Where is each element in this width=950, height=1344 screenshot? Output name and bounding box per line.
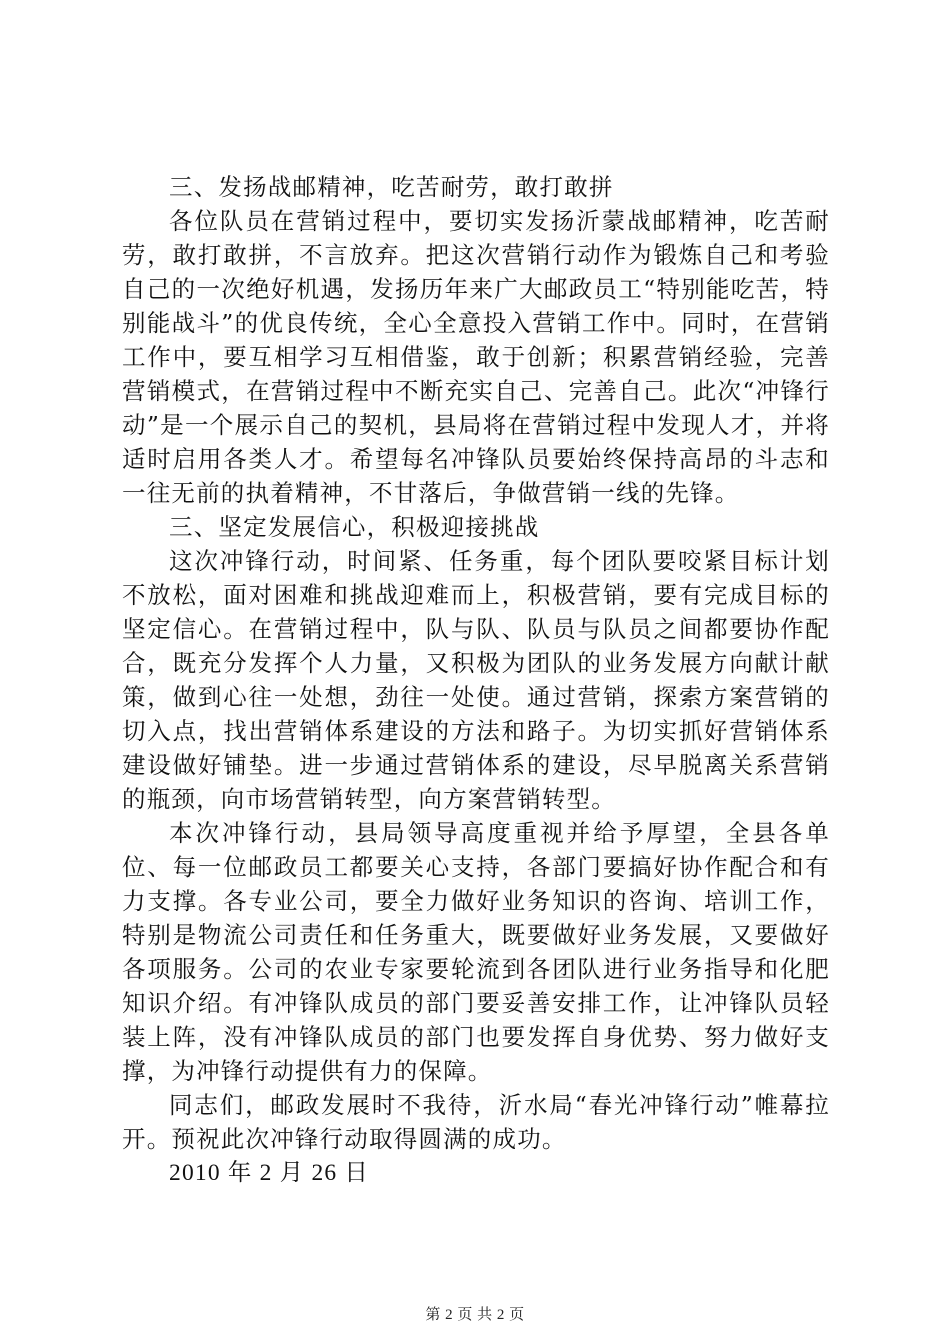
page-number-footer: 第 2 页 共 2 页	[425, 1307, 525, 1323]
paragraph-4: 同志们，邮政发展时不我待，沂水局“春光冲锋行动”帷幕拉开。预祝此次冲锋行动取得圆满的成功。	[122, 1091, 830, 1153]
paragraph-1: 各位队员在营销过程中，要切实发扬沂蒙战邮精神，吃苦耐劳，敢打敢拼，不言放弃。把这次营销行动作为锻炼自己和考验自己的一次绝好机遇，发扬历年来广大邮政员工“特别能吃苦，特别能战斗”的优良传统，全心全意投入营销工作中。同时，在营销工作中，要互相学习互相借鉴，敢于创新；积累营销经验，完善营销模式，在营销过程中不断充实自己、完善自己。此次“冲锋行动”是一个展示自己的契机，县局将在营销过程中发现人才，并将适时启用各类人才。希望每名冲锋队员要始终保持高昂的斗志和一往无前的执着精神，不甘落后，争做营销一线的先锋。	[122, 207, 830, 507]
paragraph-3: 本次冲锋行动，县局领导高度重视并给予厚望，全县各单位、每一位邮政员工都要关心支持，各部门要搞好协作配合和有力支撑。各专业公司，要全力做好业务知识的咨询、培训工作，特别是物流公司责任和任务重大，既要做好业务发展，又要做好各项服务。公司的农业专家要轮流到各团队进行业务指导和化肥知识介绍。有冲锋队成员的部门要妥善安排工作，让冲锋队员轻装上阵，没有冲锋队成员的部门也要发挥自身优势、努力做好支撑，为冲锋行动提供有力的保障。	[122, 819, 830, 1085]
paragraph-2: 这次冲锋行动，时间紧、任务重，每个团队要咬紧目标计划不放松，面对困难和挑战迎难而上，积极营销，要有完成目标的坚定信心。在营销过程中，队与队、队员与队员之间都要协作配合，既充分发挥个人力量，又积极为团队的业务发展方向献计献策，做到心往一处想，劲往一处使。通过营销，探索方案营销的切入点，找出营销体系建设的方法和路子。为切实抓好营销体系建设做好铺垫。进一步通过营销体系的建设，尽早脱离关系营销的瓶颈，向市场营销转型，向方案营销转型。	[122, 547, 830, 813]
document-body	[122, 170, 830, 1190]
section-heading-1: 三、发扬战邮精神，吃苦耐劳，敢打敢拼	[169, 173, 614, 201]
section-heading-2: 三、坚定发展信心，积极迎接挑战	[169, 513, 540, 541]
document-date: 2010 年 2 月 26 日	[169, 1160, 370, 1186]
